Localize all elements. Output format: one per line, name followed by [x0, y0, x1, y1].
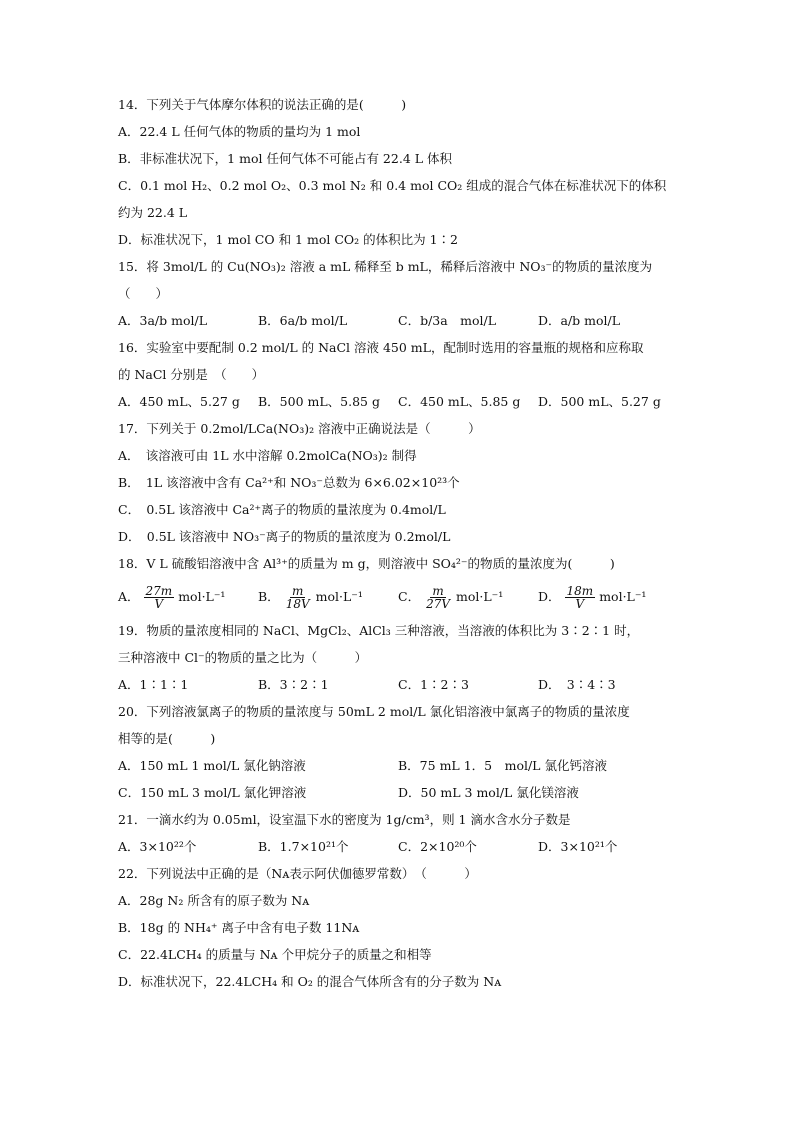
unit: mol·L⁻¹ — [315, 589, 363, 604]
q16-option-d: D．500 mL、5.27 g — [538, 394, 661, 409]
q15-option-d: D．a/b mol/L — [538, 313, 621, 328]
unit: mol·L⁻¹ — [178, 589, 226, 604]
q20-option-d: D．50 mL 3 mol/L 氯化镁溶液 — [398, 785, 579, 800]
fraction — [424, 585, 452, 610]
q16-option-b: B．500 mL、5.85 g — [258, 394, 380, 409]
q15-stem: 15．将 3mol/L 的 Cu(NO₃)₂ 溶液 a mL 稀释至 b mL，稀释后溶液中 NO₃⁻的物质的量浓度为 — [118, 259, 653, 274]
q16-option-a: A．450 mL、5.27 g — [118, 394, 240, 409]
denominator: V — [154, 597, 164, 611]
q20-options-cd — [118, 779, 678, 806]
denominator: 18V — [285, 597, 310, 611]
q15-option-c: C．b/3a mol/L — [398, 313, 497, 328]
q20-stem-cont: 相等的是( ) — [118, 731, 216, 746]
q17-option-d: D． 0.5L 该溶液中 NO₃⁻离子的物质的量浓度为 0.2mol/L — [118, 529, 451, 544]
q19-option-b: B．3∶2∶1 — [258, 677, 329, 692]
q21-option-c: C．2×10²⁰个 — [398, 839, 477, 854]
q22-option-b: B．18g 的 NH₄⁺ 离子中含有电子数 11Nᴀ — [118, 920, 360, 935]
fraction — [565, 585, 596, 610]
q19-option-c: C．1∶2∶3 — [398, 677, 469, 692]
q14-option-c-cont: 约为 22.4 L — [118, 205, 188, 220]
q14-stem: 14．下列关于气体摩尔体积的说法正确的是( ) — [118, 97, 407, 112]
numerator: m — [432, 584, 444, 598]
q19-option-d: D． 3∶4∶3 — [538, 677, 616, 692]
q14-option-d: D．标准状况下，1 mol CO 和 1 mol CO₂ 的体积比为 1∶2 — [118, 232, 459, 247]
q14-option-a: A．22.4 L 任何气体的物质的量均为 1 mol — [118, 124, 361, 139]
q20-option-b: B．75 mL 1．5 mol/L 氯化钙溶液 — [398, 758, 607, 773]
q22-option-c: C．22.4LCH₄ 的质量与 Nᴀ 个甲烷分子的质量之和相等 — [118, 947, 432, 962]
q18-option-a — [118, 577, 258, 617]
q18-option-d — [538, 577, 646, 617]
q22-stem: 22．下列说法中正确的是（Nᴀ表示阿伏伽德罗常数） （ ） — [118, 866, 477, 881]
q16-stem-cont: 的 NaCl 分别是 （ ） — [118, 367, 265, 382]
option-label: A． — [118, 589, 140, 604]
q18-option-c — [398, 577, 538, 617]
exam-page — [118, 91, 678, 995]
denominator: 27V — [426, 597, 451, 611]
option-label: C． — [398, 589, 421, 604]
denominator: V — [575, 597, 585, 611]
q17-stem: 17．下列关于 0.2mol/LCa(NO₃)₂ 溶液中正确说法是（ ） — [118, 421, 481, 436]
q15-stem-cont: （ ） — [118, 286, 169, 301]
q15-option-a: A．3a/b mol/L — [118, 313, 208, 328]
numerator: m — [291, 584, 304, 598]
numerator: 18m — [566, 584, 594, 598]
q21-option-a: A．3×10²²个 — [118, 839, 197, 854]
q16-stem: 16．实验室中要配制 0.2 mol/L 的 NaCl 溶液 450 mL，配制时选用的容量瓶的规格和应称取 — [118, 340, 644, 355]
q21-options — [118, 833, 678, 860]
q19-options — [118, 671, 678, 698]
q16-options — [118, 388, 678, 415]
q18-stem: 18．V L 硫酸铝溶液中含 Al³⁺的质量为 m g，则溶液中 SO₄²⁻的物质的量浓度为( ) — [118, 556, 615, 571]
q22-option-a: A．28g N₂ 所含有的原子数为 Nᴀ — [118, 893, 310, 908]
q18-options — [118, 577, 678, 617]
fraction — [144, 585, 175, 610]
unit: mol·L⁻¹ — [456, 589, 504, 604]
q20-stem: 20．下列溶液氯离子的物质的量浓度与 50mL 2 mol/L 氯化铝溶液中氯离子的物质的量浓度 — [118, 704, 630, 719]
q18-option-b — [258, 577, 398, 617]
q20-option-c: C．150 mL 3 mol/L 氯化钾溶液 — [118, 785, 307, 800]
unit: mol·L⁻¹ — [599, 589, 647, 604]
q19-stem-cont: 三种溶液中 Cl⁻的物质的量之比为（ ） — [118, 650, 368, 665]
option-label: B． — [258, 589, 280, 604]
q22-option-d: D．标准状况下，22.4LCH₄ 和 O₂ 的混合气体所含有的分子数为 Nᴀ — [118, 974, 502, 989]
q20-options-ab — [118, 752, 678, 779]
q20-option-a: A．150 mL 1 mol/L 氯化钠溶液 — [118, 758, 306, 773]
q17-option-b: B． 1L 该溶液中含有 Ca²⁺和 NO₃⁻总数为 6×6.02×10²³个 — [118, 475, 460, 490]
q15-options — [118, 307, 678, 334]
numerator: 27m — [145, 584, 173, 598]
q17-option-a: A． 该溶液可由 1L 水中溶解 0.2molCa(NO₃)₂ 制得 — [118, 448, 417, 463]
q14-option-b: B．非标准状况下，1 mol 任何气体不可能占有 22.4 L 体积 — [118, 151, 453, 166]
q21-option-b: B．1.7×10²¹个 — [258, 839, 349, 854]
q16-option-c: C．450 mL、5.85 g — [398, 394, 521, 409]
option-label: D． — [538, 589, 561, 604]
q19-option-a: A．1∶1∶1 — [118, 677, 189, 692]
q21-option-d: D．3×10²¹个 — [538, 839, 618, 854]
q21-stem: 21．一滴水约为 0.05ml，设室温下水的密度为 1g/cm³，则 1 滴水含水分子数是 — [118, 812, 571, 827]
q17-option-c: C． 0.5L 该溶液中 Ca²⁺离子的物质的量浓度为 0.4mol/L — [118, 502, 446, 517]
q15-option-b: B．6a/b mol/L — [258, 313, 348, 328]
q19-stem: 19．物质的量浓度相同的 NaCl、MgCl₂、AlCl₃ 三种溶液，当溶液的体积比为 3∶2∶1 时， — [118, 623, 640, 638]
fraction — [284, 585, 312, 610]
q14-option-c: C．0.1 mol H₂、0.2 mol O₂、0.3 mol N₂ 和 0.4 mol CO₂ 组成的混合气体在标准状况下的体积 — [118, 178, 667, 193]
